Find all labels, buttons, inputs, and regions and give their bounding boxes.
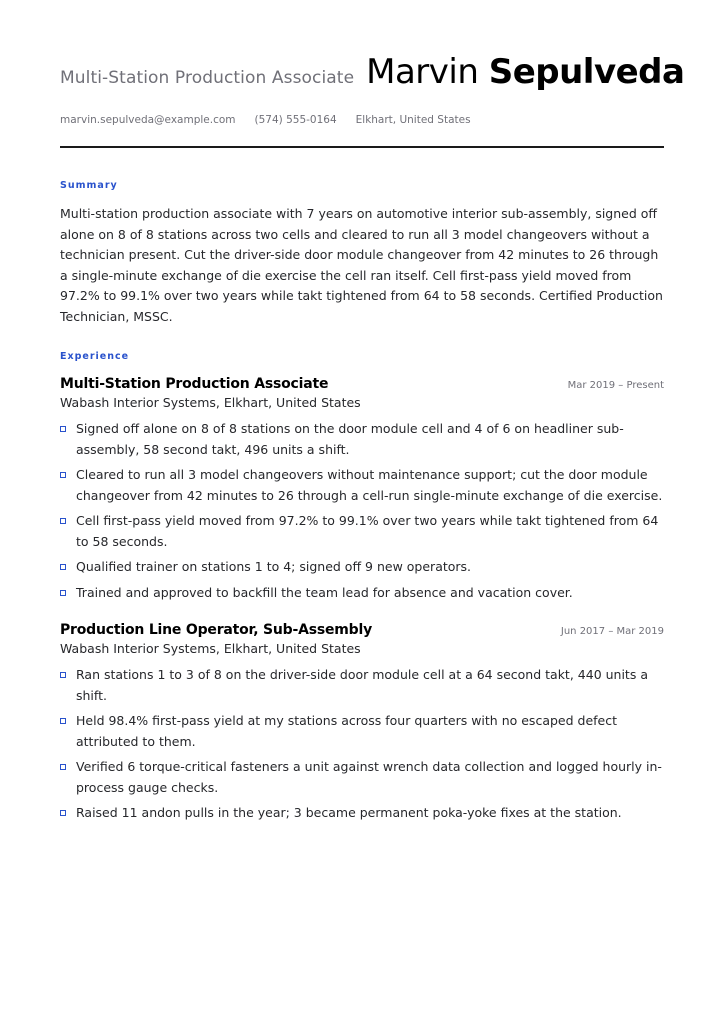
experience-section [60, 351, 664, 824]
experience-entry [60, 622, 664, 824]
square-bullet-icon [60, 426, 66, 432]
email: marvin.sepulveda@example.com [60, 114, 236, 126]
header-title-row [60, 52, 685, 92]
job-header [60, 376, 664, 392]
jobs-list [60, 376, 664, 824]
achievement-text: Cleared to run all 3 model changeovers without maintenance support; cut the door module changeover from 42 minutes to 26 through a cell-run single-minute exchange of die exercise. [76, 467, 663, 503]
location: Elkhart, United States [355, 114, 471, 126]
summary-text: Multi-station production associate with 7 years on automotive interior sub-assembly, signed off alone on 8 of 8 stations across two cells and cleared to run all 3 model changeovers without a technician present. Cut the driver-side door module changeover from 42 minutes to 26 through a single-minute exchange of die exercise the cell ran itself. Cell first-pass yield moved from 97.2% to 99.1% over two years while takt tightened from 64 to 58 seconds. Certified Production Technician, MSSC. [60, 206, 663, 324]
company-line: Wabash Interior Systems, Elkhart, United States [60, 395, 361, 410]
square-bullet-icon [60, 718, 66, 724]
square-bullet-icon [60, 810, 66, 816]
experience-entry [60, 376, 664, 603]
achievement-list [60, 665, 664, 824]
summary-heading: Summary [60, 180, 118, 191]
summary-section [60, 180, 664, 327]
achievement-text: Cell first-pass yield moved from 97.2% to 99.1% over two years while takt tightened from 64 to 58 seconds. [76, 513, 659, 549]
achievement-item [60, 803, 664, 824]
square-bullet-icon [60, 764, 66, 770]
experience-heading: Experience [60, 351, 130, 362]
square-bullet-icon [60, 590, 66, 596]
first-name: Marvin [366, 52, 479, 92]
achievement-text: Qualified trainer on stations 1 to 4; signed off 9 new operators. [76, 559, 472, 574]
achievement-text: Verified 6 torque-critical fasteners a unit against wrench data collection and logged hourly in-process gauge checks. [76, 759, 662, 795]
achievement-text: Signed off alone on 8 of 8 stations on the door module cell and 4 of 6 on headliner sub-assembly, 58 second takt, 496 units a shift. [76, 421, 624, 457]
date-range: Jun 2017 – Mar 2019 [560, 626, 664, 637]
square-bullet-icon [60, 672, 66, 678]
candidate-name [366, 52, 685, 92]
achievement-text: Trained and approved to backfill the team lead for absence and vacation cover. [76, 584, 573, 600]
square-bullet-icon [60, 518, 66, 524]
achievement-text: Held 98.4% first-pass yield at my stations across four quarters with no escaped defect attributed to them. [76, 713, 618, 749]
achievement-text: Ran stations 1 to 3 of 8 on the driver-side door module cell at a 64 second takt, 440 units a shift. [76, 667, 648, 703]
role-title: Multi-Station Production Associate [60, 376, 329, 392]
contact-line [60, 114, 490, 126]
achievement-item [60, 557, 664, 578]
achievement-item [60, 583, 664, 604]
achievement-item [60, 419, 664, 460]
resume-header [60, 0, 685, 150]
achievement-text: Raised 11 andon pulls in the year; 3 became permanent poka-yoke fixes at the station. [76, 805, 622, 820]
achievement-item [60, 511, 664, 552]
achievement-item [60, 665, 664, 706]
job-header [60, 622, 664, 638]
achievement-item [60, 711, 664, 752]
achievement-item [60, 465, 664, 506]
last-name: Sepulveda [488, 52, 685, 92]
phone: (574) 555-0164 [254, 114, 337, 126]
date-range: Mar 2019 – Present [567, 380, 664, 391]
role-title: Production Line Operator, Sub-Assembly [60, 622, 373, 638]
achievement-list [60, 419, 664, 603]
square-bullet-icon [60, 472, 66, 478]
square-bullet-icon [60, 564, 66, 570]
company-line: Wabash Interior Systems, Elkhart, United States [60, 641, 361, 656]
job-title: Multi-Station Production Associate [60, 68, 355, 88]
header-divider [60, 146, 664, 148]
achievement-item [60, 757, 664, 798]
